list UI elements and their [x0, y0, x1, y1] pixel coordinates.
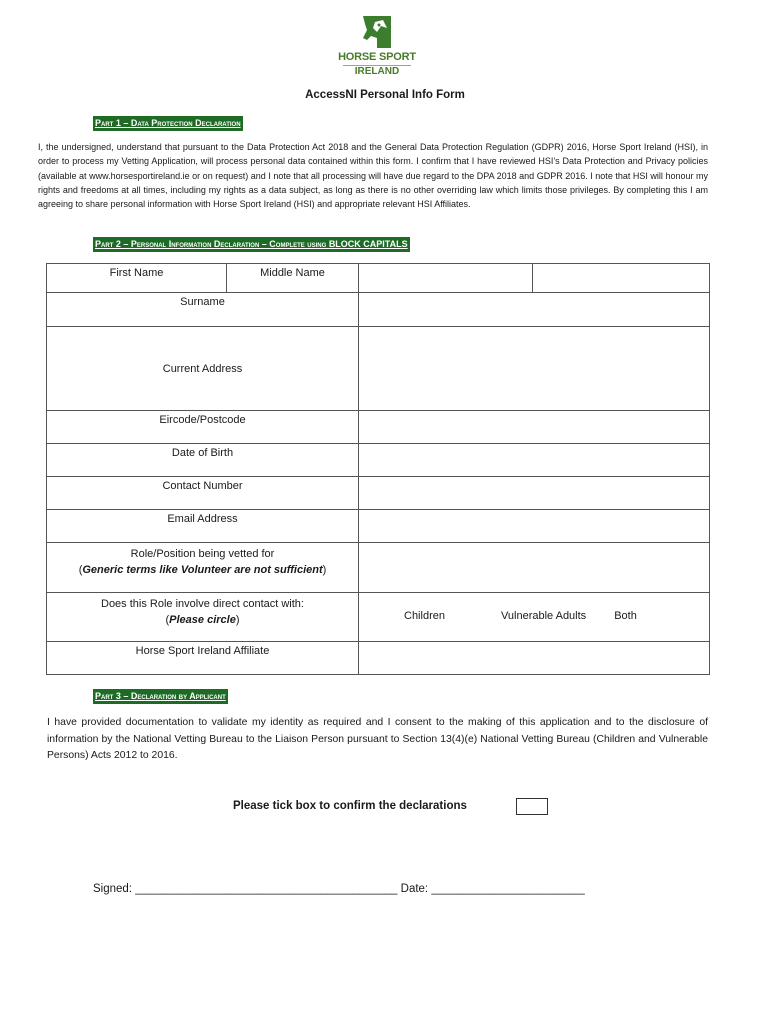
- role-position-note-text: Generic terms like Volunteer are not sufficient: [82, 564, 323, 576]
- table-row: [47, 327, 710, 411]
- eircode-label: Eircode/Postcode: [47, 411, 359, 444]
- logo-text-line2: IRELAND: [354, 66, 400, 77]
- contact-number-label: Contact Number: [47, 477, 359, 510]
- current-address-input[interactable]: [359, 327, 710, 411]
- email-address-input[interactable]: [359, 510, 710, 543]
- surname-label: Surname: [47, 293, 359, 327]
- role-position-note: (Generic terms like Volunteer are not sufficient): [78, 564, 327, 576]
- part1-heading: [93, 116, 243, 131]
- role-position-line1: Role/Position being vetted for: [130, 548, 275, 560]
- part3-heading-text: Declaration by Applicant: [130, 691, 226, 701]
- table-row: [47, 444, 710, 477]
- direct-contact-line1: Does this Role involve direct contact with:: [101, 598, 304, 610]
- middle-name-label: Middle Name: [227, 264, 359, 293]
- personal-info-table: [46, 263, 710, 675]
- confirm-declarations-label: Please tick box to confirm the declarations: [233, 800, 467, 812]
- table-row: [47, 264, 710, 293]
- option-both[interactable]: Both: [614, 610, 637, 622]
- part2-heading-caps: BLOCK CAPITALS: [328, 239, 408, 249]
- current-address-label: Current Address: [47, 327, 359, 411]
- part1-heading-prefix: Part 1 –: [95, 118, 131, 128]
- table-row: [47, 477, 710, 510]
- first-name-input[interactable]: [359, 264, 533, 293]
- direct-contact-label: [47, 593, 359, 642]
- form-title: AccessNI Personal Info Form: [305, 89, 465, 101]
- part2-heading-text: Personal Information Declaration – Complete using: [130, 239, 329, 249]
- part1-declaration-text: I, the undersigned, understand that pursuant to the Data Protection Act 2018 and the General Data Protection Regulation (GDPR) 2016, Horse Sport Ireland (HSI), in order to process my Vetting Application, will process personal data contained within this form. I confirm that I have reviewed HSI’s Data Protection and Privacy policies (available at www.horsesportireland.ie or on request) and I note that all processing will have due regard to the DPA 2018 and GDPR 2016. I note that HSI will honour my rights and freedoms at all times, including my rights as a data subject, as long as there is no other overriding law which limits those privileges. By completing this I am agreeing to share personal information with Horse Sport Ireland (HSI) and appropriate relevant HSI Affiliates.: [38, 142, 708, 210]
- logo-text-line1: HORSE SPORT: [338, 51, 416, 63]
- confirm-declarations-checkbox[interactable]: [516, 798, 548, 815]
- table-row: [47, 411, 710, 444]
- surname-input[interactable]: [359, 293, 710, 327]
- option-children[interactable]: Children: [404, 610, 445, 622]
- option-vulnerable-adults[interactable]: Vulnerable Adults: [500, 610, 587, 622]
- date-label: Date:: [397, 883, 432, 895]
- table-row: [47, 293, 710, 327]
- table-row: [47, 510, 710, 543]
- eircode-input[interactable]: [359, 411, 710, 444]
- horse-sport-ireland-logo: [333, 8, 421, 78]
- email-address-label: Email Address: [47, 510, 359, 543]
- signed-label: Signed:: [93, 883, 136, 895]
- part1-heading-text: Data Protection Declaration: [130, 118, 241, 128]
- part3-declaration-text: I have provided documentation to validate my identity as required and I consent to the making of this application and to the disclosure of information by the National Vetting Bureau to the Liaison Person pursuant to Section 13(4)(e) National Vetting Bureau (Children and Vulnerable Persons) Acts 2012 to 2016.: [47, 717, 708, 761]
- affiliate-input[interactable]: [359, 642, 710, 675]
- role-position-input[interactable]: [359, 543, 710, 593]
- date-field[interactable]: ________________________: [431, 883, 585, 895]
- part2-heading-prefix: Part 2 –: [95, 239, 131, 249]
- signed-field[interactable]: _________________________________________: [135, 883, 398, 895]
- role-position-label: [47, 543, 359, 593]
- part2-heading: [93, 237, 410, 252]
- table-row: [47, 593, 710, 642]
- middle-name-input[interactable]: [533, 264, 710, 293]
- part3-heading-prefix: Part 3 –: [95, 691, 131, 701]
- part3-heading: [93, 689, 228, 704]
- date-of-birth-label: Date of Birth: [47, 444, 359, 477]
- table-row: [47, 543, 710, 593]
- direct-contact-note-text: Please circle: [169, 614, 236, 626]
- contact-number-input[interactable]: [359, 477, 710, 510]
- date-of-birth-input[interactable]: [359, 444, 710, 477]
- table-row: [47, 642, 710, 675]
- direct-contact-options: [359, 593, 710, 642]
- direct-contact-note: (Please circle): [165, 614, 240, 626]
- signature-line: [93, 883, 585, 895]
- horse-head-icon: [357, 12, 397, 52]
- first-name-label: First Name: [47, 264, 227, 293]
- affiliate-label: Horse Sport Ireland Affiliate: [47, 642, 359, 675]
